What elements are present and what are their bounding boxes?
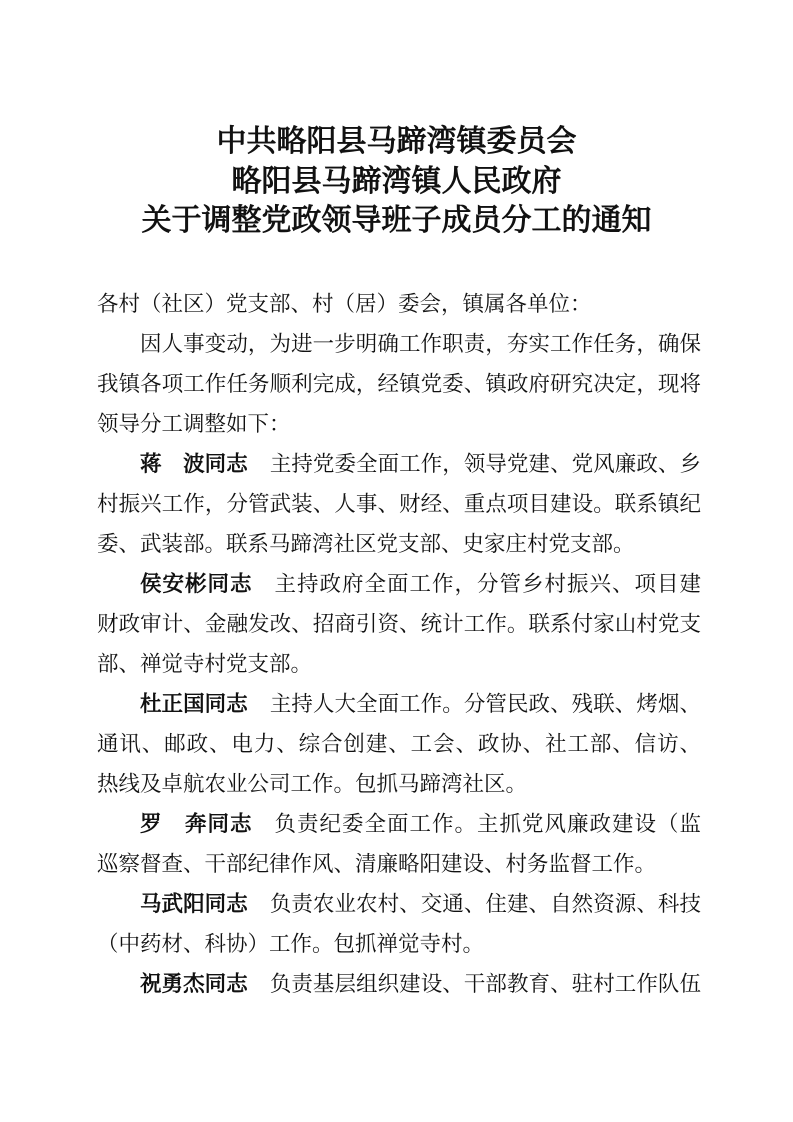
paragraph-line [97,685,701,725]
paragraph-line: （中药材、科协）工作。包抓禅觉寺村。 [97,932,485,957]
paragraph-line: 巡察督查、干部纪律作风、清廉略阳建设、村务监督工作。 [97,852,657,877]
intro-paragraph [97,325,701,445]
paragraph-line: 委、武装部。联系马蹄湾社区党支部、史家庄村党支部。 [97,532,635,557]
member-paragraph [97,885,701,965]
paragraph-line: 热线及卓航农业公司工作。包抓马蹄湾社区。 [97,772,528,797]
title-line: 略阳县马蹄湾镇人民政府 [231,163,562,199]
paragraph-line [97,885,701,925]
paragraph-line [97,565,701,605]
paragraph-line [97,965,701,1005]
paragraph-line [97,805,701,845]
paragraph-line [97,445,701,485]
member-name: 侯安彬同志 [140,572,253,597]
member-paragraph [97,965,701,1005]
duty-text: 负责基层组织建设、干部教育、驻村工作队伍 [269,972,701,997]
title-line: 关于调整党政领导班子成员分工的通知 [141,203,652,238]
duty-text: 负责纪委全面工作。主抓党风廉政建设（监 [274,812,701,837]
member-name: 罗 奔同志 [140,812,253,837]
duty-text: 负责农业农村、交通、住建、自然资源、科技 [269,892,701,917]
title-line: 中共略阳县马蹄湾镇委员会 [216,124,577,159]
member-name: 祝勇杰同志 [140,972,248,997]
member-name: 蒋 波同志 [140,452,248,477]
member-paragraph [97,445,701,565]
member-name: 马武阳同志 [140,892,248,917]
duty-text: 主持党委全面工作，领导党建、党风廉政、乡 [269,452,701,477]
paragraph-line: 我镇各项工作任务顺利完成，经镇党委、镇政府研究决定，现将 [97,372,701,397]
document-body [97,285,701,1005]
duty-text: 主持政府全面工作，分管乡村振兴、项目建 [274,572,701,597]
member-paragraph [97,685,701,805]
member-paragraph [97,565,701,685]
document-title [0,122,793,241]
member-name: 杜正国同志 [140,692,248,717]
salutation: 各村（社区）党支部、村（居）委会，镇属各单位： [97,292,592,317]
duty-text: 主持人大全面工作。分管民政、残联、烤烟、 [269,692,701,717]
paragraph-line: 因人事变动，为进一步明确工作职责，夯实工作任务，确保 [140,332,701,357]
paragraph-line: 部、禅觉寺村党支部。 [97,652,313,677]
paragraph-line: 财政审计、金融发改、招商引资、统计工作。联系付家山村党支 [97,612,701,637]
member-paragraph [97,805,701,885]
paragraph-line: 领导分工调整如下： [97,412,291,437]
paragraph-line: 村振兴工作，分管武装、人事、财经、重点项目建设。联系镇纪 [97,492,701,517]
paragraph-line: 通讯、邮政、电力、综合创建、工会、政协、社工部、信访、 [97,732,701,757]
